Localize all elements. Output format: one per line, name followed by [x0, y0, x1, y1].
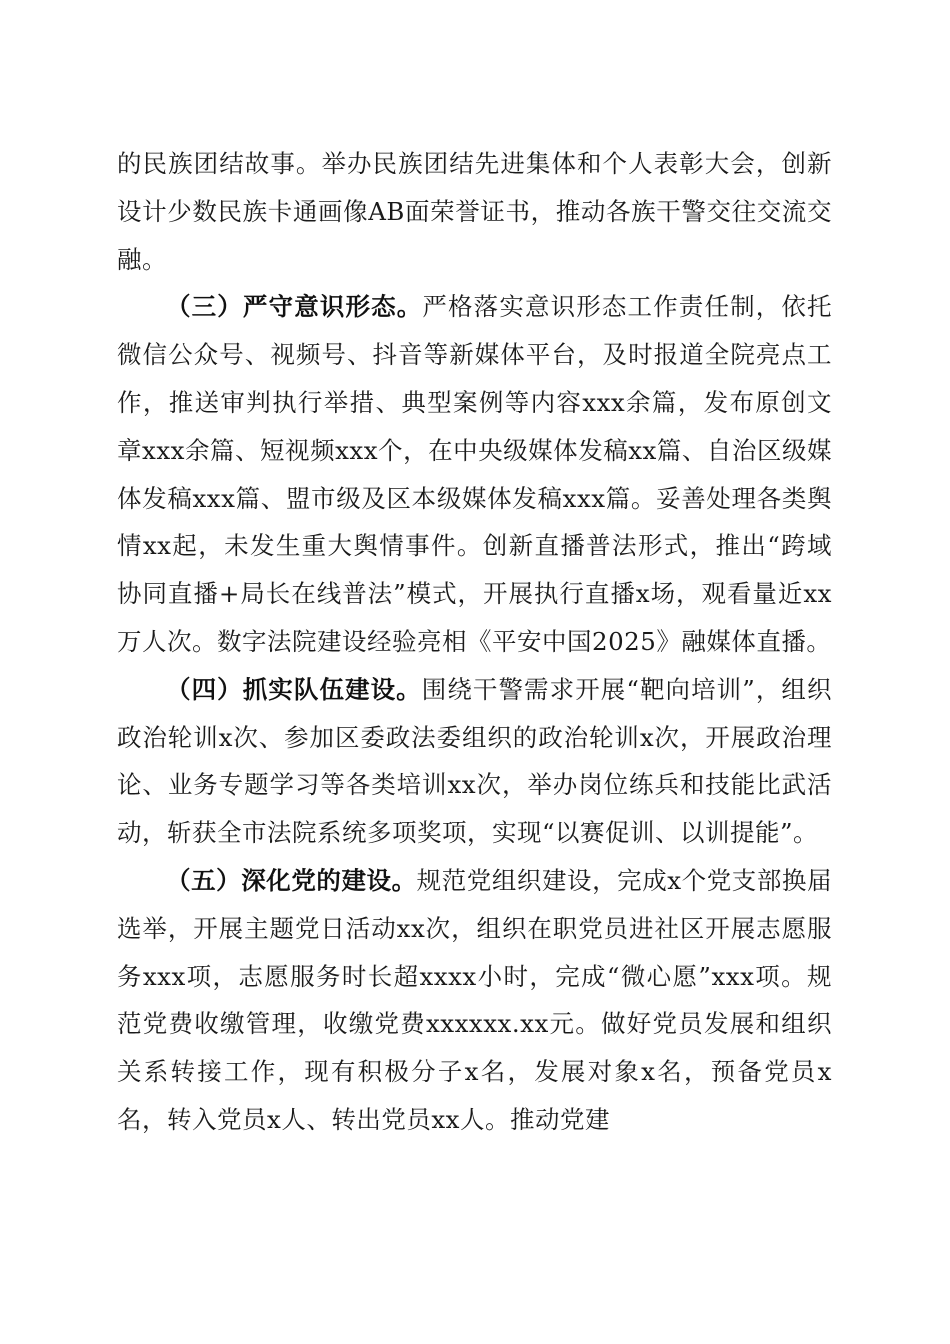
paragraph-continuation [117, 140, 832, 283]
section-heading-4: （四）抓实队伍建设。 [166, 674, 422, 704]
document-body [117, 140, 832, 1144]
paragraph-body: 的民族团结故事。举办民族团结先进集体和个人表彰大会，创新设计少数民族卡通画像AB面荣誉证书，推动各族干警交往交流交融。 [117, 149, 832, 274]
paragraph-ideology [117, 283, 832, 665]
paragraph-team-building [117, 666, 832, 857]
paragraph-body: 围绕干警需求开展“靶向培训”，组织政治轮训x次、参加区委政法委组织的政治轮训x次，开展政治理论、业务专题学习等各类培训xx次，举办岗位练兵和技能比武活动，斩获全市法院系统多项奖项，实现“以赛促训、以训提能”。 [117, 674, 832, 848]
paragraph-party-building [117, 857, 832, 1144]
paragraph-body: 规范党组织建设，完成x个党支部换届选举，开展主题党日活动xx次，组织在职党员进社区开展志愿服务xxx项，志愿服务时长超xxxx小时，完成“微心愿”xxx项。规范党费收缴管理，收缴党费xxxxxx.xx元。做好党员发展和组织关系转接工作，现有积极分子x名，发展对象x名，预备党员x名，转入党员x人、转出党员xx人。推动党建 [117, 865, 833, 1134]
paragraph-body: 严格落实意识形态工作责任制，依托微信公众号、视频号、抖音等新媒体平台，及时报道全院亮点工作，推送审判执行举措、典型案例等内容xxx余篇，发布原创文章xxx余篇、短视频xxx个，在中央级媒体发稿xx篇、自治区级媒体发稿xxx篇、盟市级及区本级媒体发稿xxx篇。妥善处理各类舆情xx起，未发生重大舆情事件。创新直播普法形式，推出“跨域协同直播+局长在线普法”模式，开展执行直播x场，观看量近xx万人次。数字法院建设经验亮相《平安中国2025》融媒体直播。 [117, 292, 833, 656]
section-heading-3: （三）严守意识形态。 [166, 292, 423, 322]
section-heading-5: （五）深化党的建设。 [166, 865, 417, 895]
